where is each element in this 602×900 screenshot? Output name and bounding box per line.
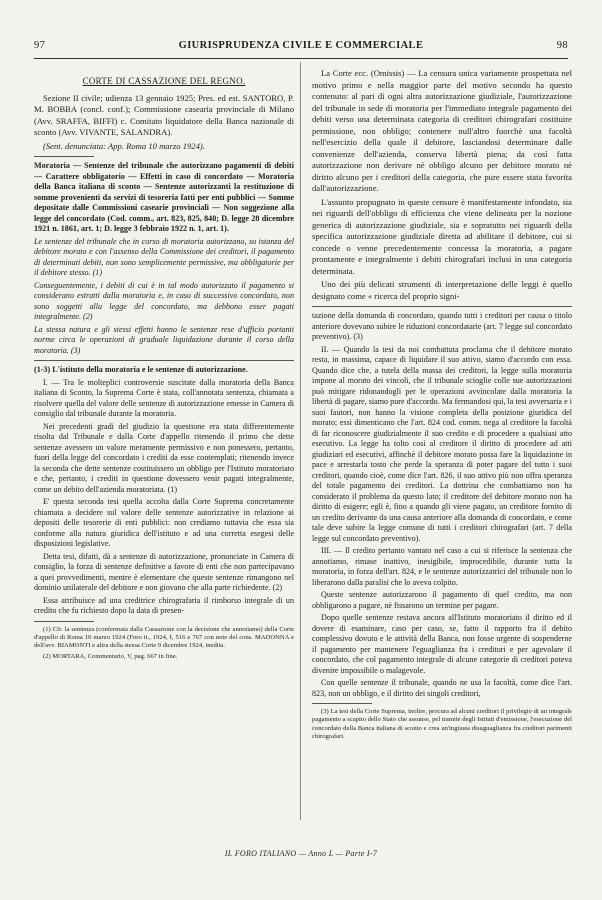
column-divider [300, 62, 301, 820]
note-paragraph: Con quelle sentenze il tribunale, quando ne usa la facoltà, come dice l'art. 823, non un obbligo, e il diritto dei singoli creditori, [312, 678, 572, 698]
note-paragraph: Dopo quelle sentenze restava ancora all'Istituto moratoriato il diritto ed il dovere di esaminare, caso per caso, se, fatto il rapporto fra il debito complessivo dovuto e le attività della Banca, non fosse urgente di sospenderne il pagamento per mantenere l'eguaglianza fra i creditori e per agevolare il concordato, che col pagamento integrale di alcune categorie di creditori poteva divenire impossibile o malagevole. [312, 613, 572, 675]
left-page-number: 97 [34, 40, 46, 51]
note-continuation: tazione della domanda di concordato, quando tutti i creditori per causa o titolo anteriore dovevano subire le riduzioni concordatarie (art. 7 legge sul concordato preventivo). (3) [312, 311, 572, 341]
footnote-divider [312, 703, 372, 704]
divider [34, 156, 94, 157]
appealed-sentence: (Sent. denunciata: App. Roma 10 marzo 1924). [43, 140, 205, 151]
page-footer: IL FORO ITALIANO — Anno L — Parte I-7 [224, 849, 378, 858]
header-rule [34, 58, 568, 59]
divider [34, 360, 294, 361]
divider [312, 306, 572, 307]
judgment-paragraph: Uno dei più delicati strumenti di interpretazione delle leggi è quello designato come « ricerca del proprio signi- [312, 279, 572, 301]
judgment-paragraph: L'assunto propugnato in queste censure è manifestamente infondato, sia nei riguardi dell'obbligo di efficienza che viene delineata per la nozione generica di autorizzazione giudiziale, sia e sopratutto nei riguardi della specifica autorizzazione giudiziale diretta ad abilitare il debitore, cui si concede o venne precedentemente concessa la moratoria, a pagare prontamente e integralmente i debiti chirografari inclusi in una categoria determinata. [312, 196, 572, 276]
maxim-2: Conseguentemente, i debiti di cui è in tal modo autorizzato il pagamento si considerano estratti dalla moratoria e, in caso di successivo concordato, non sono soggetti alla legge del concordato, ma debbono esser pagati integralmente. (2) [34, 280, 294, 321]
note-title: (1-3) L'istituto della moratoria e le sentenze di autorizzazione. [34, 365, 248, 374]
note-paragraph: Essa attribuisce ad una creditrice chirografaria il rimborso integrale di un credito che fu richiesto dopo la data di presen- [34, 595, 294, 615]
journal-section-title: GIURISPRUDENZA CIVILE E COMMERCIALE [178, 40, 424, 51]
right-page-number: 98 [556, 40, 568, 51]
maxim-1: Le sentenze del tribunale che in corso di moratoria autorizzano, su istanza del debitore morato e con l'assenso della Commissione dei creditori, il pagamento di determinati debiti, non sono semplicemente permissive, ma obbligatorie per il debitore stesso. (1) [34, 236, 294, 277]
case-headnote: Moratoria — Sentenze del tribunale che autorizzano pagamenti di debiti — Carattere obbligatorio — Effetti in caso di concordato — Moratoria della Banca italiana di sconto — Sentenze autorizzanti la restituzione di somme provenienti da servizi di tesoreria fatti per enti pubblici — Somme depositate dalle Commissioni casearie provinciali — Non soggezione alla legge del concordato (Cod. comm., art. 823, 825, 840; D. legge 28 dicembre 1921 n. 1861, art. 1; D. legge 3 febbraio 1922 n. 1, art. 1). [34, 161, 294, 233]
left-column [34, 68, 294, 663]
note-paragraph: E' questa seconda tesi quella accolta dalla Corte Suprema concretamente chiamata a decidere sul valore delle sentenze autorizzative in relazione ai depositi delle tesorerie di enti pubblici: non crediamo tuttavia che essa sia conforme alla natura giuridica dell'istituto e ad una corretta esegesi delle disposizioni legislative. [34, 497, 294, 548]
note-paragraph: Nei precedenti gradi del giudizio la questione era stata differentemente risolta dal Tribunale e dalla Corte d'appello ritenendo il primo che dette sentenze avessero un valore meramente permissivo e non ponessero, pertanto, fuori della legge del concordato i crediti da esse contemplati; ritenendo invece la seconda che dette sentenze costituissero un obbligo per l'Istituto moratoriato e che, pertanto, i crediti in questione dovessero venir pagati integralmente, come un debito dell'azienda moratoriata. (1) [34, 421, 294, 494]
note-paragraph: I. — Tra le molteplici controversie suscitate dalla moratoria della Banca italiana di Sconto, la Suprema Corte è stata, coll'annotata sentenza, chiamata a risolvere quella del valore delle sentenze di autorizzazione emesse in Camera di consiglio dal tribunale durante la moratoria. [34, 377, 294, 418]
footnote-divider [34, 621, 94, 622]
judgment-paragraph: La Corte ecc. (Omissis) — La censura unica variamente prospettata nel motivo primo e nella maggior parte del motivo secondo ha questo contenuto: al pari di ogni altra autorizzazione giudiziale, l'autorizzazione del tribunale in sede di moratoria per l'immediato integrale pagamento dei debiti verso una determinata categoria di creditori chirografari costituire permissione, non obbligo; contenere null'altro fuorchè una facoltà nell'esercizio della quale il debitore, lasciandosi determinare dalle convenienze dell'azienda, conserva libertà piena; da così fatta autorizzazione non derivare nè obbligo alcuno per debitore morato nè diritto alcuno per i creditori della categoria, che pure essere stata favorita dall'autorizzazione. [312, 68, 572, 193]
session-info: Sezione II civile; udienza 13 gennaio 1925; Pres. ed est. SANTORO, P. M. BOBBA (concl. conf.); Commissione casearia provinciale di Milano (Avv. SRAFFA, BIFFI) c. Comitato liquidatore della Banca nazionale di sconto (Avv. VIVANTE, SALANDRA). [34, 92, 294, 137]
running-header [34, 40, 568, 56]
note-section-ii: II. — Quando la tesi da noi combattuta proclama che il debitore morato resta, in massima, capace di liquidare il suo attivo, siamo d'accordo con essa. Quando dice che, a tutela della massa dei creditori, la legge sulla moratoria impone al morato dei vincoli, che il tribunale scioglie colle sue autorizzazioni può mitigare ridonandogli per le operazioni avvincolate dalla moratoria la libertà di pagare, siamo pure d'accordo. Ma fermandosi qui, la tesi avversaria e i suoi fautori, non hanno la visione completa della posizione giuridica del morato; essi dimenticano che l'art. 824 cod. comm. nega al creditore la facoltà di far riconoscere giudizialmente il suo credito e di procedere a qualsiasi atto esecutivo. La legge ha tolto così al creditore il diritto di procedere ad atti giudiziari ed esecutivi, affinchè il debitore morato possa fare la liquidazione in pace e arrestarla tosto che perde la speranza di poter pagare del tutto i suoi creditori, quando cioè, come dice l'art. 826, il suo attivo più non offra speranza del totale pagamento dei creditori. La dottrina che combattiamo non ha considerato il problema da questo lato; il creditore del debitore morato non ha diritto di esigere; egli è, fino a quando gli viene pagato, un creditore fornito di un credito derivante da una causa anteriore alla domanda di concordato, e come tale deve subire la legge comune di tutti i creditori chirografari (art. 7 della legge sul concordato preventivo). [312, 344, 572, 543]
court-name: CORTE DI CASSAZIONE DEL REGNO. [82, 76, 246, 86]
maxim-3: La stessa natura e gli stessi effetti hanno le sentenze rese d'ufficio portanti norme circa le operazioni di graduale liquidazione durante il corso della moratoria. (3) [34, 324, 294, 355]
footnote-2: (2) MORTARA, Commentario, V, pag. 667 in fine. [43, 652, 178, 660]
right-column [312, 68, 572, 744]
note-section-iii: III. — Il credito pertanto vantato nel caso a cui si riferisce la sentenza che annotiamo, rimase inattivo, inesigibile, improcedibile, durante tutta la moratoria, in forza dell'art. 824, e le sentenze autorizzatrici del tribunale non lo liberarono dalla paralisi che lo aveva colpito. [312, 546, 572, 587]
footnote-3: (3) La tesi della Corte Suprema, inoltre, procura ad alcuni creditori il privilegio di un integrale pagamento a scapito dello Stato che assunse, pel tramite degli Istituti d'emissione, l'esecuzione del concordato della Banca italiana di sconto e crea un'ingiusta disuguaglianza fra creditori parimenti chirografari. [312, 708, 572, 741]
note-paragraph: Detta tesi, difatti, dà a sentenze di autorizzazione, pronunciate in Camera di consiglio, la forza di sentenze definitive a favore di enti che non partecipavano a quei provvedimenti, mentre è elementare che queste sentenze rimangono nel dominio unilaterale del debitore e non giovano che alla parte richiedente. (2) [34, 551, 294, 592]
note-paragraph: Queste sentenze autorizzarono il pagamento di quel credito, ma non obbligarono a pagare, nè fissarono un termine per pagare. [312, 590, 572, 610]
footnote-1: (1) Cfr. la sentenza (confermata dalla Cassazione con la decisione che annotiamo) della Corte d'appello di Roma 10 marzo 1924 (Foro it., 1924, I, 516 e 767 con note del cons. MADONNA e dell'avv. BIAMONTI e altra della stessa Corte 9 dicembre 1924, inedita. [34, 625, 294, 650]
